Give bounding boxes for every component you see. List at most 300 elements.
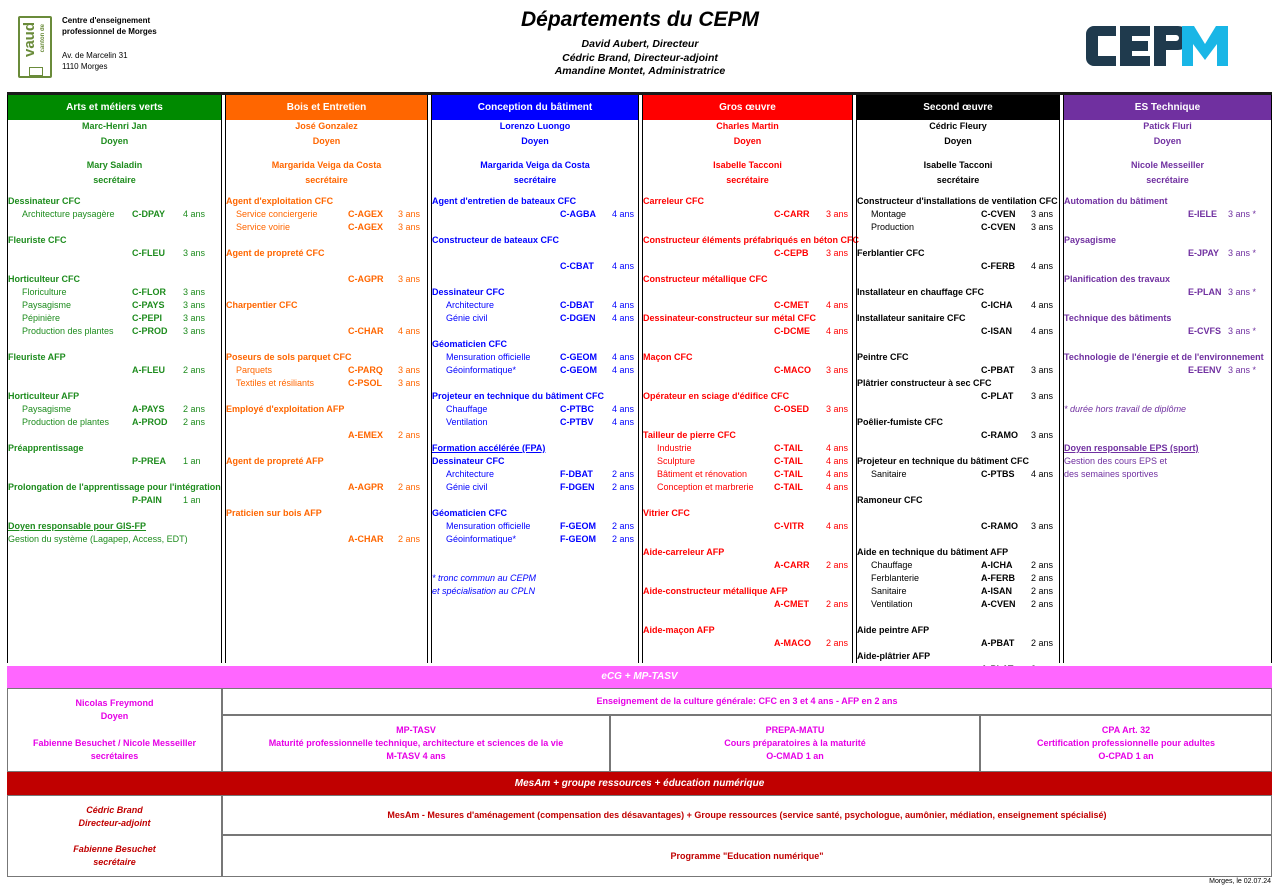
program-duration: 4 ans xyxy=(398,326,421,336)
program-row xyxy=(857,208,1059,221)
profession-heading xyxy=(643,429,852,442)
row-label: Aide-constructeur métallique AFP xyxy=(643,586,788,596)
ecg-secretaries-role: secrétaires xyxy=(90,751,139,761)
program-code: C-GEOM xyxy=(560,365,597,375)
program-row xyxy=(857,390,1059,403)
ecg-box-title: CPA Art. 32 xyxy=(1101,725,1151,735)
dean: José Gonzalez xyxy=(295,121,358,131)
row-label: Installateur sanitaire CFC xyxy=(857,313,966,323)
program-duration: 3 ans xyxy=(398,209,421,219)
program-duration: 3 ans xyxy=(1031,209,1054,219)
program-duration: 4 ans xyxy=(612,352,635,362)
program-code: C-ISAN xyxy=(981,326,1012,336)
program-row xyxy=(643,637,852,650)
program-code: C-CVEN xyxy=(981,222,1016,232)
profession-heading xyxy=(8,481,221,494)
row-label: Préapprentissage xyxy=(8,443,84,453)
program-option: Géoinformatique* xyxy=(446,534,517,544)
program-option: Service voirie xyxy=(236,222,291,232)
program-row xyxy=(643,403,852,416)
program-duration: 4 ans xyxy=(826,443,849,453)
profession-heading xyxy=(226,195,427,208)
row-label: Technique des bâtiments xyxy=(1064,313,1172,323)
row-label: Doyen responsable pour GIS-FP xyxy=(8,521,147,531)
program-option: Production de plantes xyxy=(22,417,110,427)
program-code: C-AGBA xyxy=(560,209,596,219)
program-duration: 3 ans xyxy=(1031,391,1054,401)
program-code: C-FERB xyxy=(981,261,1015,271)
program-duration: 4 ans xyxy=(612,261,635,271)
secretary-role: secrétaire xyxy=(726,175,769,185)
ecg-secretaries: Fabienne Besuchet / Nicole Messeiller xyxy=(32,738,197,748)
row-label: Aide-maçon AFP xyxy=(643,625,715,635)
ecg-box-code: M-TASV 4 ans xyxy=(386,751,446,761)
program-row xyxy=(857,585,1059,598)
program-row xyxy=(643,455,852,468)
program-row xyxy=(1064,364,1271,377)
row-label: Praticien sur bois AFP xyxy=(226,508,322,518)
vaud-logo-subtext: canton de xyxy=(40,24,46,53)
program-row xyxy=(857,260,1059,273)
profession-heading xyxy=(857,455,1059,468)
profession-heading xyxy=(857,195,1059,208)
profession-heading xyxy=(1064,273,1271,286)
program-duration: 3 ans * xyxy=(1228,209,1257,219)
row-label: Charpentier CFC xyxy=(226,300,298,310)
ecg-general-box xyxy=(222,688,1272,715)
ecg-box-cpa xyxy=(980,715,1272,772)
program-duration: 2 ans xyxy=(398,430,421,440)
department-title: Arts et métiers verts xyxy=(8,95,221,120)
row-label: Agent d'entretien de bateaux CFC xyxy=(432,196,577,206)
row-label: Agent d'exploitation CFC xyxy=(226,196,334,206)
program-code: A-ISAN xyxy=(981,586,1012,596)
program-row xyxy=(8,286,221,299)
program-duration: 4 ans xyxy=(612,365,635,375)
program-row xyxy=(643,325,852,338)
program-duration: 3 ans xyxy=(826,248,849,258)
program-code: A-CHAR xyxy=(348,534,384,544)
header-left xyxy=(8,6,208,86)
program-option: Architecture xyxy=(446,469,495,479)
program-duration: 3 ans xyxy=(183,300,206,310)
profession-heading xyxy=(643,312,852,325)
program-duration: 3 ans xyxy=(826,404,849,414)
program-row xyxy=(8,455,221,468)
program-option: Paysagisme xyxy=(22,300,72,310)
program-code: E-JPAY xyxy=(1188,248,1220,258)
program-duration: 4 ans xyxy=(826,300,849,310)
cepm-logo-text: CEPM xyxy=(1086,20,1089,21)
program-option: Service conciergerie xyxy=(236,209,318,219)
program-code: A-PBAT xyxy=(981,638,1015,648)
department-title: Conception du bâtiment xyxy=(432,95,638,120)
program-code: C-RAMO xyxy=(981,430,1018,440)
program-row xyxy=(857,468,1059,481)
program-row xyxy=(8,208,221,221)
organization-name xyxy=(62,15,202,37)
mesam-digital-text: Programme "Education numérique" xyxy=(670,850,824,861)
program-code: C-DPAY xyxy=(132,209,166,219)
department-column xyxy=(856,95,1060,663)
department-column xyxy=(7,95,222,663)
program-row xyxy=(1064,325,1271,338)
profession-heading xyxy=(857,624,1059,637)
program-duration: 2 ans xyxy=(1031,599,1054,609)
program-row xyxy=(643,468,852,481)
program-row xyxy=(432,208,638,221)
page-title: Départements du CEPM xyxy=(520,8,760,31)
program-code: C-CARR xyxy=(774,209,810,219)
note-text xyxy=(1064,403,1271,416)
program-duration: 3 ans xyxy=(398,365,421,375)
program-duration: 4 ans xyxy=(612,300,635,310)
administrator: Amandine Montet, Administratrice xyxy=(554,65,726,77)
program-code: C-FLOR xyxy=(132,287,166,297)
program-code: C-TAIL xyxy=(774,469,803,479)
dean-role: Doyen xyxy=(312,136,341,146)
program-option: Géoinformatique* xyxy=(446,365,517,375)
row-label: Géomaticien CFC xyxy=(432,339,508,349)
program-code: C-DGEN xyxy=(560,313,596,323)
profession-heading xyxy=(857,546,1059,559)
program-duration: 3 ans xyxy=(398,222,421,232)
program-duration: 2 ans xyxy=(183,365,206,375)
program-duration: 4 ans xyxy=(826,482,849,492)
row-label: Agent de propreté AFP xyxy=(226,456,324,466)
row-label: * durée hors travail de diplôme xyxy=(1064,404,1187,414)
row-label: Constructeur métallique CFC xyxy=(643,274,768,284)
program-code: F-DGEN xyxy=(560,482,595,492)
program-option: Ventilation xyxy=(446,417,488,427)
note-text xyxy=(432,572,638,585)
program-row xyxy=(857,299,1059,312)
program-code: A-MACO xyxy=(774,638,811,648)
program-row xyxy=(643,247,852,260)
profession-heading xyxy=(1064,351,1271,364)
program-row xyxy=(432,364,638,377)
ecg-box-prepa xyxy=(610,715,980,772)
program-duration: 3 ans * xyxy=(1228,326,1257,336)
row-label: Constructeur éléments préfabriqués en béton CFC xyxy=(643,235,860,245)
row-label: Ferblantier CFC xyxy=(857,248,925,258)
program-code: C-CMET xyxy=(774,300,809,310)
row-label: des semaines sportives xyxy=(1064,469,1159,479)
cepm-logo xyxy=(1086,20,1231,72)
row-label: Employé d'exploitation AFP xyxy=(226,404,345,414)
program-row xyxy=(643,481,852,494)
program-duration: 2 ans xyxy=(612,534,635,544)
row-label: Aide en technique du bâtiment AFP xyxy=(857,547,1009,557)
program-code: C-OSED xyxy=(774,404,810,414)
program-row xyxy=(226,273,427,286)
profession-heading xyxy=(432,507,638,520)
program-duration: 3 ans * xyxy=(1228,365,1257,375)
department-column xyxy=(225,95,428,663)
department-title: Bois et Entretien xyxy=(226,95,427,120)
program-option: Bâtiment et rénovation xyxy=(657,469,748,479)
program-duration: 2 ans xyxy=(1031,560,1054,570)
profession-heading xyxy=(226,299,427,312)
program-option: Mensuration officielle xyxy=(446,521,531,531)
program-row xyxy=(643,559,852,572)
profession-heading xyxy=(643,507,852,520)
program-duration: 2 ans xyxy=(183,417,206,427)
row-label: Automation du bâtiment xyxy=(1064,196,1168,206)
program-code: C-PEPI xyxy=(132,313,163,323)
profession-heading xyxy=(8,234,221,247)
program-code: E-EENV xyxy=(1188,365,1222,375)
program-code: C-GEOM xyxy=(560,352,597,362)
department-column xyxy=(642,95,860,663)
program-duration: 2 ans xyxy=(612,521,635,531)
row-label: Poseurs de sols parquet CFC xyxy=(226,352,352,362)
dean: Lorenzo Luongo xyxy=(499,121,571,131)
program-code: A-PAYS xyxy=(132,404,165,414)
program-duration: 2 ans xyxy=(1031,638,1054,648)
secretary-role: secrétaire xyxy=(305,175,348,185)
program-duration: 4 ans xyxy=(1031,469,1054,479)
program-row xyxy=(8,494,221,507)
program-duration: 1 an xyxy=(183,495,201,505)
program-code: C-PARQ xyxy=(348,365,383,375)
secretary-role: secrétaire xyxy=(513,175,557,185)
dean: Charles Martin xyxy=(716,121,779,131)
program-duration: 2 ans xyxy=(398,534,421,544)
program-row xyxy=(8,247,221,260)
department-column xyxy=(1063,95,1272,663)
program-row xyxy=(8,299,221,312)
program-code: A-CARR xyxy=(774,560,810,570)
mesam-measures-text: MesAm - Mesures d'aménagement (compensation des désavantages) + Groupe ressources (service santé, psychologue, aumônier, médiation, enseignement spécialisé) xyxy=(387,809,1107,820)
row-label: Dessinateur CFC xyxy=(432,456,505,466)
program-code: C-CVEN xyxy=(981,209,1016,219)
profession-heading xyxy=(226,507,427,520)
program-row xyxy=(226,221,427,234)
profession-heading xyxy=(643,624,852,637)
department-column xyxy=(431,95,639,663)
program-code: C-TAIL xyxy=(774,443,803,453)
program-row xyxy=(857,598,1059,611)
program-row xyxy=(857,429,1059,442)
program-code: C-TAIL xyxy=(774,456,803,466)
row-label: Projeteur en technique du bâtiment CFC xyxy=(857,456,1030,466)
secretary: Isabelle Tacconi xyxy=(923,160,993,170)
row-label: Aide-carreleur AFP xyxy=(643,547,725,557)
row-label: Agent de propreté CFC xyxy=(226,248,325,258)
mesam-person-role: Directeur-adjoint xyxy=(78,817,151,828)
program-row xyxy=(432,312,638,325)
program-option: Production des plantes xyxy=(22,326,114,336)
program-code: E-PLAN xyxy=(1188,287,1222,297)
profession-heading xyxy=(1064,312,1271,325)
profession-heading xyxy=(226,403,427,416)
program-code: C-VITR xyxy=(774,521,804,531)
profession-heading xyxy=(643,351,852,364)
vaud-logo xyxy=(18,16,52,78)
program-row xyxy=(857,364,1059,377)
program-row xyxy=(857,637,1059,650)
program-row xyxy=(226,429,427,442)
program-code: A-AGPR xyxy=(348,482,384,492)
program-row xyxy=(857,325,1059,338)
program-code: C-ICHA xyxy=(981,300,1013,310)
footer-date: Morges, le 02.07.24 xyxy=(1209,878,1271,885)
program-option: Conception et marbrerie xyxy=(657,482,754,492)
ecg-box-desc: Certification professionnelle pour adultes xyxy=(1036,738,1216,748)
program-row xyxy=(1064,208,1271,221)
program-code: C-PTBV xyxy=(560,417,594,427)
program-option: Génie civil xyxy=(446,313,488,323)
row-label: et spécialisation au CPLN xyxy=(432,586,536,596)
ecg-staff xyxy=(7,688,222,772)
program-duration: 3 ans xyxy=(183,326,206,336)
profession-heading xyxy=(226,247,427,260)
ecg-section-title: eCG + MP-TASV xyxy=(7,666,1272,688)
responsibility-heading xyxy=(1064,442,1271,455)
row-label: Fleuriste CFC xyxy=(8,235,67,245)
ecg-dean: Nicolas Freymond xyxy=(75,698,154,708)
profession-heading xyxy=(857,312,1059,325)
profession-heading xyxy=(226,351,427,364)
program-row xyxy=(226,325,427,338)
profession-heading xyxy=(8,351,221,364)
program-duration: 2 ans xyxy=(612,482,635,492)
responsibility-heading xyxy=(432,442,638,455)
program-option: Industrie xyxy=(657,443,692,453)
program-code: C-DBAT xyxy=(560,300,594,310)
program-code: F-GEOM xyxy=(560,534,596,544)
program-duration: 4 ans xyxy=(1031,300,1054,310)
profession-heading xyxy=(857,286,1059,299)
secretary: Isabelle Tacconi xyxy=(713,160,782,170)
profession-heading xyxy=(857,247,1059,260)
program-row xyxy=(226,533,427,546)
program-code: A-FERB xyxy=(981,573,1015,583)
department-title: Gros œuvre xyxy=(643,95,852,120)
profession-heading xyxy=(643,273,852,286)
program-row xyxy=(643,364,852,377)
row-label: Doyen responsable EPS (sport) xyxy=(1064,443,1199,453)
program-row xyxy=(1064,286,1271,299)
secretary: Nicole Messeiller xyxy=(1130,160,1205,170)
program-duration: 2 ans xyxy=(1031,586,1054,596)
program-duration: 3 ans xyxy=(1031,365,1054,375)
profession-heading xyxy=(1064,195,1271,208)
program-code: C-AGEX xyxy=(348,209,384,219)
program-row xyxy=(643,598,852,611)
program-duration: 3 ans xyxy=(1031,521,1054,531)
profession-heading xyxy=(8,390,221,403)
dean-role: Doyen xyxy=(733,136,762,146)
program-duration: 4 ans xyxy=(612,313,635,323)
program-option: Chauffage xyxy=(871,560,913,570)
row-label: Dessinateur CFC xyxy=(432,287,505,297)
program-row xyxy=(432,351,638,364)
program-row xyxy=(8,364,221,377)
program-option: Textiles et résiliants xyxy=(236,378,315,388)
program-duration: 2 ans xyxy=(398,482,421,492)
program-duration: 2 ans xyxy=(826,599,849,609)
program-row xyxy=(226,208,427,221)
row-label: Gestion des cours EPS et xyxy=(1064,456,1168,466)
profession-heading xyxy=(226,455,427,468)
profession-heading xyxy=(8,442,221,455)
program-duration: 3 ans xyxy=(1031,430,1054,440)
program-duration: 3 ans xyxy=(1031,222,1054,232)
program-code: C-PTBC xyxy=(560,404,594,414)
profession-heading xyxy=(432,390,638,403)
program-code: C-CEPB xyxy=(774,248,809,258)
profession-heading xyxy=(857,351,1059,364)
program-duration: 4 ans xyxy=(612,209,635,219)
program-option: Mensuration officielle xyxy=(446,352,531,362)
row-label: Gestion du système (Lagapep, Access, EDT) xyxy=(8,534,188,544)
profession-heading xyxy=(857,494,1059,507)
ecg-box-code: O-CMAD 1 an xyxy=(766,751,824,761)
program-duration: 3 ans xyxy=(183,287,206,297)
row-label: Dessinateur-constructeur sur métal CFC xyxy=(643,313,817,323)
profession-heading xyxy=(857,650,1059,663)
row-label: Prolongation de l'apprentissage pour l'intégration xyxy=(8,482,221,492)
secretary: Margarida Veiga da Costa xyxy=(480,160,590,170)
program-code: C-PSOL xyxy=(348,378,383,388)
address-line: 1110 Morges xyxy=(62,62,108,71)
program-row xyxy=(857,520,1059,533)
program-option: Chauffage xyxy=(446,404,488,414)
program-code: C-FLEU xyxy=(132,248,165,258)
program-option: Sanitaire xyxy=(871,469,907,479)
row-label: Horticulteur CFC xyxy=(8,274,80,284)
program-code: P-PAIN xyxy=(132,495,162,505)
vaud-logo-text: vaud xyxy=(21,22,38,58)
row-label: Poêlier-fumiste CFC xyxy=(857,417,944,427)
department-title: ES Technique xyxy=(1064,95,1271,120)
program-duration: 4 ans xyxy=(1031,326,1054,336)
program-row xyxy=(857,559,1059,572)
program-option: Production xyxy=(871,222,915,232)
program-duration: 4 ans xyxy=(826,521,849,531)
row-label: Constructeur d'installations de ventilation CFC xyxy=(857,196,1058,206)
program-row xyxy=(643,442,852,455)
ecg-general-text: Enseignement de la culture générale: CFC en 3 et 4 ans - AFP en 2 ans xyxy=(596,696,898,706)
program-option: Ferblanterie xyxy=(871,573,920,583)
mesam-digital-box xyxy=(222,835,1272,877)
secretary-role: secrétaire xyxy=(93,175,136,185)
program-code: A-EMEX xyxy=(348,430,384,440)
program-duration: 3 ans xyxy=(398,378,421,388)
program-row xyxy=(432,299,638,312)
secretary: Mary Saladin xyxy=(86,160,143,170)
mesam-section-title: MesAm + groupe ressources + éducation numérique xyxy=(7,772,1272,795)
program-option: Ventilation xyxy=(871,599,913,609)
program-code: C-PLAT xyxy=(981,391,1014,401)
ecg-box-desc: Maturité professionnelle technique, architecture et sciences de la vie xyxy=(268,738,564,748)
program-duration: 2 ans xyxy=(826,638,849,648)
note-text xyxy=(1064,468,1271,481)
program-code: C-PTBS xyxy=(981,469,1015,479)
program-duration: 4 ans xyxy=(612,417,635,427)
program-duration: 3 ans * xyxy=(1228,287,1257,297)
row-label: Technologie de l'énergie et de l'environnement xyxy=(1064,352,1264,362)
dean: Cédric Fleury xyxy=(929,121,987,131)
row-label: Paysagisme xyxy=(1064,235,1117,245)
program-code: C-CHAR xyxy=(348,326,384,336)
note-text xyxy=(1064,455,1271,468)
mesam-measures-box xyxy=(222,795,1272,835)
program-code: P-PREA xyxy=(132,456,167,466)
profession-heading xyxy=(1064,234,1271,247)
